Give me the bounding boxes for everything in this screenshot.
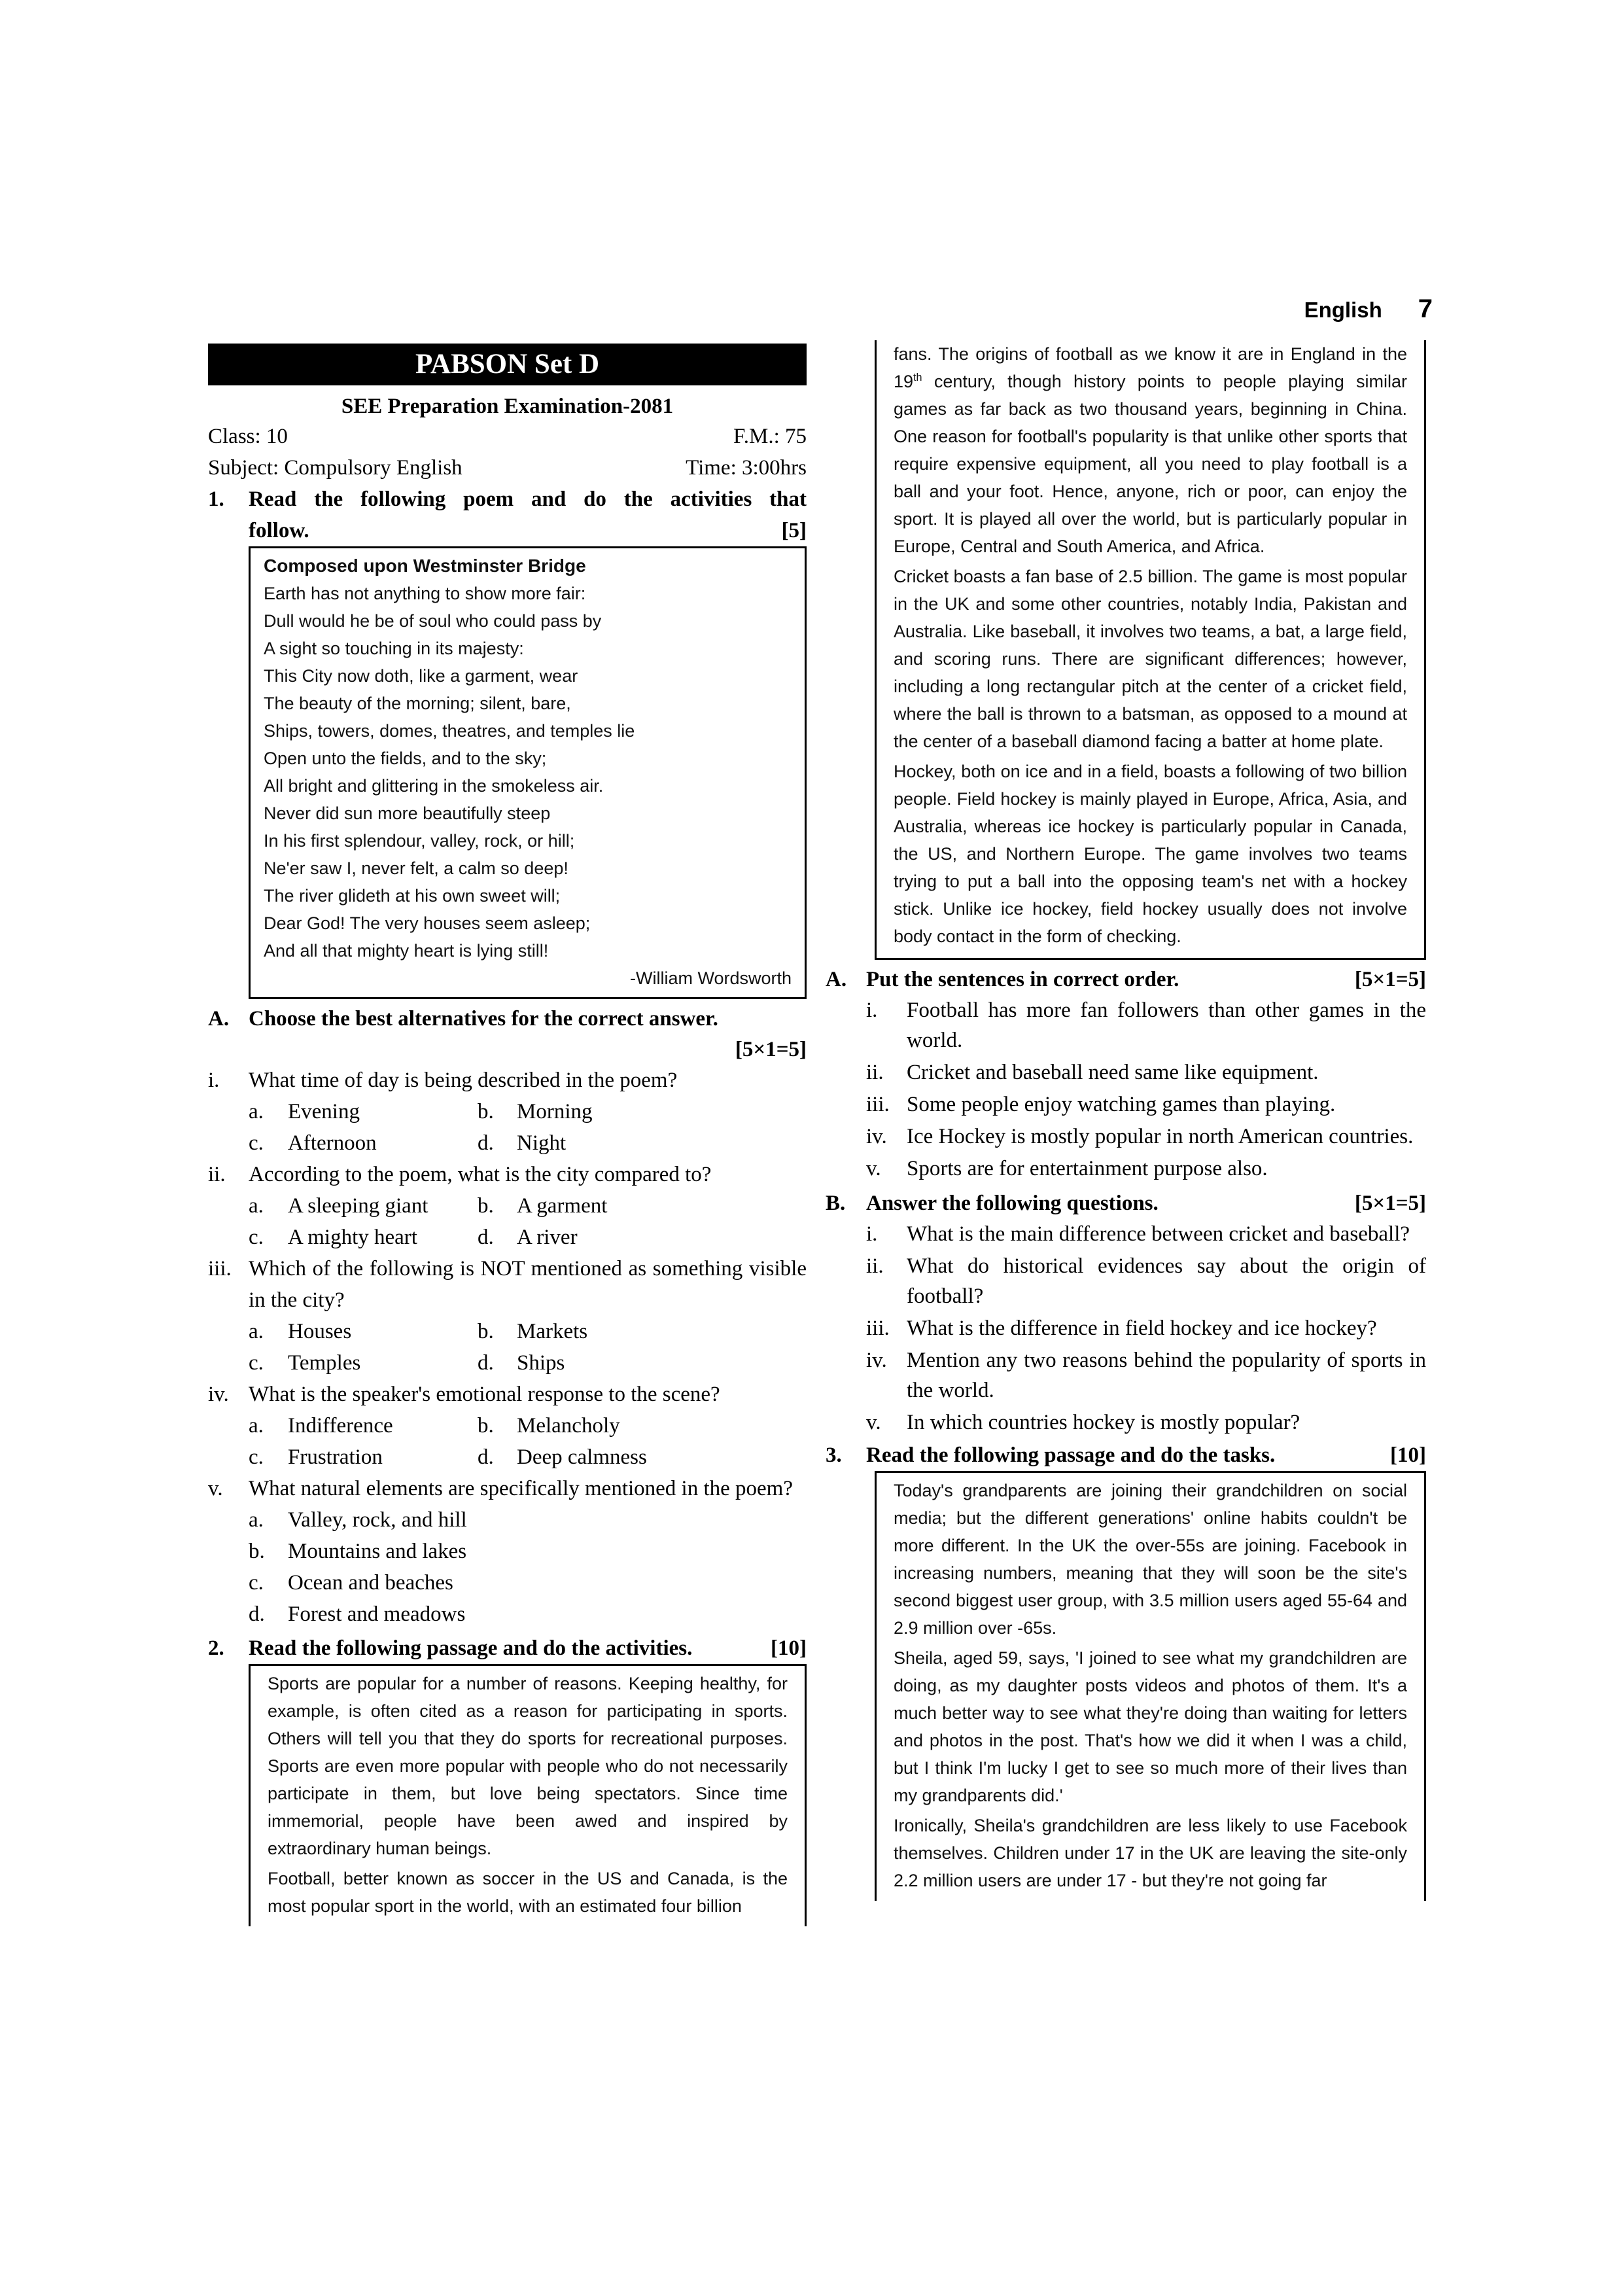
subject-time-row (208, 452, 807, 484)
item-text: Ice Hockey is mostly popular in north American countries. (907, 1125, 1414, 1148)
running-header (1243, 294, 1433, 334)
list-item (866, 1089, 1426, 1120)
page-number: 7 (1418, 294, 1433, 323)
question-stem (208, 1159, 807, 1190)
option-text: Evening (288, 1100, 360, 1123)
option (249, 1598, 807, 1630)
roman-numeral: v. (866, 1411, 881, 1434)
question-3-instruction: Read the following passage and do the tasks. (866, 1443, 1276, 1467)
option (249, 1441, 478, 1473)
option (249, 1127, 478, 1159)
roman-numeral: ii. (866, 1254, 884, 1278)
option-text: Frustration (288, 1445, 383, 1469)
option (478, 1127, 807, 1159)
roman-numeral: iii. (208, 1257, 232, 1280)
option-text: Night (517, 1131, 567, 1155)
poem-line: All bright and glittering in the smokeless air. (264, 776, 604, 796)
option (478, 1096, 807, 1127)
poem-line: A sight so touching in its majesty: (264, 639, 524, 658)
passage-paragraph: Sheila, aged 59, says, 'I joined to see what my grandchildren are doing, as my daughter posts videos and photos of them. It's a much better way to see what they're doing than waiting for letters and photos in the post. That's how we did it when I was a child, but I think I'm lucky I get to see so much more of their lives than my grandparents did.' (894, 1648, 1407, 1805)
item-text: Football has more fan followers than other games in the world. (907, 998, 1426, 1052)
item-text: Mention any two reasons behind the popularity of sports in the world. (907, 1349, 1426, 1402)
section-marks: [5×1=5] (1354, 1192, 1426, 1215)
option (478, 1441, 807, 1473)
mcq-question (208, 1379, 807, 1473)
option-text: Forest and meadows (288, 1602, 466, 1626)
roman-numeral: i. (208, 1069, 220, 1092)
passage-paragraph (894, 340, 1407, 560)
question-stem (208, 1473, 807, 1504)
passage-text: century, though history points to people playing similar games as far back as two thousand years, beginning in China. One reason for football's popularity is that unlike other sports that require expensive equipment, all you need to play football is a ball and your foot. Hence, anyone, rich or poor, can enjoy the sport. It is played all over the world, but is particularly popular in Europe, Central and South America, and Africa. (894, 372, 1407, 556)
option (249, 1222, 478, 1253)
option (478, 1222, 807, 1253)
question-number: 3. (826, 1443, 842, 1467)
list-item (866, 1407, 1426, 1438)
poem-line: This City now doth, like a garment, wear (264, 666, 578, 686)
list-item (866, 1219, 1426, 1249)
poem-title: Composed upon Westminster Bridge (264, 556, 586, 576)
option-text: A mighty heart (288, 1226, 417, 1249)
roman-numeral: i. (866, 998, 878, 1022)
option (249, 1190, 478, 1222)
option-text: Morning (517, 1100, 593, 1123)
passage-paragraph: Hockey, both on ice and in a field, boasts a following of two billion people. Field hockey is mainly played in Europe, Africa, Asia, and Australia, whereas ice hockey is particularly popular in Canada, the US, and Northern Europe. The game involves two teams trying to put a ball into the opposing team's net with a hockey stick. Unlike ice hockey, field hockey usually does not involve body contact in the form of checking. (894, 762, 1407, 946)
option (249, 1316, 478, 1347)
passage-paragraph: Cricket boasts a fan base of 2.5 billion. The game is most popular in the UK and some other countries, notably India, Pakistan and Australia. Like baseball, it involves two teams, a bat, a large field, and scoring runs. There are significant differences; however, including a long rectangular pitch at the center of a cricket field, where the ball is thrown to a batsman, as opposed to a mound at the center of a baseball diamond facing a batter at home plate. (894, 567, 1407, 751)
option (249, 1567, 807, 1598)
option-text: A sleeping giant (288, 1194, 428, 1218)
time-label: Time: 3:00hrs (686, 456, 807, 480)
option-text: A garment (517, 1194, 608, 1218)
passage-box-q3 (875, 1471, 1426, 1901)
list-item (866, 1345, 1426, 1405)
option-letter: d. (478, 1351, 494, 1375)
item-text: In which countries hockey is mostly popular? (907, 1411, 1300, 1434)
poem-line: And all that mighty heart is lying still! (264, 941, 549, 961)
list-item (866, 1057, 1426, 1087)
mcq-question (208, 1253, 807, 1379)
right-column (826, 340, 1426, 1901)
option (249, 1347, 478, 1379)
option-letter: a. (249, 1100, 264, 1123)
poem-author: -William Wordsworth (629, 968, 792, 988)
option-text: Houses (288, 1320, 352, 1343)
q2-section-b-heading (826, 1188, 1426, 1219)
option-text: Afternoon (288, 1131, 377, 1155)
question-text: What is the speaker's emotional response to the scene? (249, 1383, 720, 1406)
section-instruction: Put the sentences in correct order. (866, 968, 1179, 991)
roman-numeral: iii. (866, 1316, 890, 1340)
question-2-heading (208, 1633, 807, 1664)
poem-line: Dull would he be of soul who could pass by (264, 611, 602, 631)
option-text: Melancholy (517, 1414, 620, 1438)
poem-line: Dear God! The very houses seem asleep; (264, 913, 591, 933)
options-grid (249, 1190, 807, 1253)
option-letter: b. (478, 1414, 494, 1438)
mcq-question (208, 1473, 807, 1630)
option-letter: d. (478, 1445, 494, 1469)
class-fm-row (208, 421, 807, 452)
question-text: What time of day is being described in the poem? (249, 1069, 678, 1092)
option (249, 1096, 478, 1127)
passage-paragraph: Sports are popular for a number of reasons. Keeping healthy, for example, is often cited as a reason for participating in sports. Others will tell you that they do sports for recreational purposes. Sports are even more popular with people who do not necessarily participate in them, but love being spectators. Since time immemorial, people have been awed and inspired by extraordinary human beings. (268, 1674, 788, 1858)
left-column (208, 344, 807, 1926)
poem-box (249, 546, 807, 999)
question-1-line-1: Read the following poem and do the activities that (249, 487, 807, 511)
question-3-marks: [10] (1390, 1443, 1426, 1467)
section-instruction: Answer the following questions. (866, 1192, 1159, 1215)
section-letter: A. (826, 968, 847, 991)
section-marks: [5×1=5] (1354, 968, 1426, 991)
option-letter: b. (478, 1194, 494, 1218)
q2-section-a-heading (826, 964, 1426, 995)
ordering-list (866, 995, 1426, 1184)
list-item (866, 1313, 1426, 1343)
q1-section-a-heading (208, 1003, 807, 1034)
exam-banner: PABSON Set D (208, 344, 807, 385)
item-text: Cricket and baseball need same like equipment. (907, 1061, 1319, 1084)
option-letter: c. (249, 1226, 264, 1249)
roman-numeral: iii. (866, 1093, 890, 1116)
passage-paragraph: Today's grandparents are joining their grandchildren on social media; but the different generations' online habits couldn't be more different. In the UK the over-55s are joining. Facebook in increasing numbers, meaning that they will soon be the site's second biggest user group, with 3.5 million users aged 55-64 and 2.9 million over -65s. (894, 1481, 1407, 1638)
mcq-question (208, 1065, 807, 1159)
roman-numeral: ii. (208, 1163, 226, 1186)
exam-title: SEE Preparation Examination-2081 (341, 395, 674, 418)
question-stem (208, 1065, 807, 1096)
roman-numeral: i. (866, 1222, 878, 1246)
option (478, 1316, 807, 1347)
passage-box-left (249, 1664, 807, 1926)
option (478, 1410, 807, 1441)
question-3-heading (826, 1439, 1426, 1471)
item-text: What do historical evidences say about the origin of football? (907, 1254, 1426, 1308)
list-item (866, 1251, 1426, 1311)
option-letter: a. (249, 1508, 264, 1532)
section-letter: A. (208, 1007, 230, 1031)
questions-list (866, 1219, 1426, 1438)
option-letter: a. (249, 1194, 264, 1218)
poem-line: The beauty of the morning; silent, bare, (264, 694, 571, 713)
question-1-heading (208, 484, 807, 546)
poem-line: Ships, towers, domes, theatres, and temples lie (264, 721, 635, 741)
option (249, 1536, 807, 1567)
option-text: Mountains and lakes (288, 1540, 467, 1563)
option-text: Markets (517, 1320, 588, 1343)
poem-line: Never did sun more beautifully steep (264, 804, 551, 823)
section-letter: B. (826, 1192, 846, 1215)
class-label: Class: 10 (208, 425, 288, 448)
poem-line: In his first splendour, valley, rock, or hill; (264, 831, 575, 851)
option-text: Deep calmness (517, 1445, 647, 1469)
mcq-question (208, 1159, 807, 1253)
roman-numeral: v. (208, 1477, 223, 1500)
roman-numeral: v. (866, 1157, 881, 1180)
question-1-marks: [5] (781, 519, 807, 542)
poem-lines (264, 580, 792, 964)
question-2-instruction: Read the following passage and do the activities. (249, 1636, 693, 1660)
roman-numeral: iv. (208, 1383, 229, 1406)
poem-line: Ne'er saw I, never felt, a calm so deep! (264, 858, 568, 878)
option-letter: c. (249, 1571, 264, 1595)
option (478, 1347, 807, 1379)
option-text: Temples (288, 1351, 361, 1375)
question-2-marks: [10] (771, 1636, 807, 1660)
passage-text: fans. The origins of football as we know it are in England in the 19 (894, 344, 1407, 391)
option-text: Indifference (288, 1414, 393, 1438)
roman-numeral: iv. (866, 1349, 887, 1372)
options-grid (249, 1316, 807, 1379)
option (249, 1504, 807, 1536)
poem-line: The river glideth at his own sweet will; (264, 886, 561, 906)
option-letter: c. (249, 1351, 264, 1375)
options-grid (249, 1504, 807, 1630)
header-subject: English (1304, 298, 1382, 322)
superscript: th (913, 372, 922, 383)
option-text: Valley, rock, and hill (288, 1508, 467, 1532)
passage-paragraph: Ironically, Sheila's grandchildren are less likely to use Facebook themselves. Children under 17 in the UK are leaving the site-only 2.2 million users are under 17 - but they're not going far (894, 1816, 1407, 1890)
question-stem (208, 1253, 807, 1316)
passage-box-right (875, 340, 1426, 960)
subject-label: Subject: Compulsory English (208, 456, 462, 480)
options-grid (249, 1410, 807, 1473)
option-letter: d. (249, 1602, 265, 1626)
full-marks-label: F.M.: 75 (733, 425, 807, 448)
item-text: What is the difference in field hockey and ice hockey? (907, 1316, 1377, 1340)
list-item (866, 1154, 1426, 1184)
mcq-list (208, 1065, 807, 1630)
question-text: Which of the following is NOT mentioned as something visible in the city? (249, 1257, 807, 1312)
option-letter: c. (249, 1445, 264, 1469)
section-instruction: Choose the best alternatives for the correct answer. (249, 1007, 718, 1031)
option-text: A river (517, 1226, 578, 1249)
option (478, 1190, 807, 1222)
question-number: 2. (208, 1636, 224, 1660)
question-1-line-2: follow. (249, 519, 309, 542)
option-letter: d. (478, 1131, 494, 1155)
roman-numeral: ii. (866, 1061, 884, 1084)
question-number: 1. (208, 487, 224, 511)
option (249, 1410, 478, 1441)
option-letter: a. (249, 1320, 264, 1343)
item-text: What is the main difference between cricket and baseball? (907, 1222, 1410, 1246)
poem-line: Open unto the fields, and to the sky; (264, 749, 547, 768)
options-grid (249, 1096, 807, 1159)
passage-paragraph: Football, better known as soccer in the US and Canada, is the most popular sport in the world, with an estimated four billion (268, 1869, 788, 1916)
item-text: Some people enjoy watching games than playing. (907, 1093, 1336, 1116)
list-item (866, 995, 1426, 1055)
option-letter: b. (478, 1320, 494, 1343)
option-letter: c. (249, 1131, 264, 1155)
poem-line: Earth has not anything to show more fair: (264, 584, 586, 603)
option-text: Ocean and beaches (288, 1571, 453, 1595)
option-letter: b. (249, 1540, 265, 1563)
option-letter: a. (249, 1414, 264, 1438)
option-letter: d. (478, 1226, 494, 1249)
question-stem (208, 1379, 807, 1410)
list-item (866, 1122, 1426, 1152)
question-text: What natural elements are specifically mentioned in the poem? (249, 1477, 793, 1500)
roman-numeral: iv. (866, 1125, 887, 1148)
question-text: According to the poem, what is the city compared to? (249, 1163, 712, 1186)
item-text: Sports are for entertainment purpose also. (907, 1157, 1268, 1180)
option-text: Ships (517, 1351, 565, 1375)
section-marks: [5×1=5] (735, 1038, 807, 1061)
option-letter: b. (478, 1100, 494, 1123)
